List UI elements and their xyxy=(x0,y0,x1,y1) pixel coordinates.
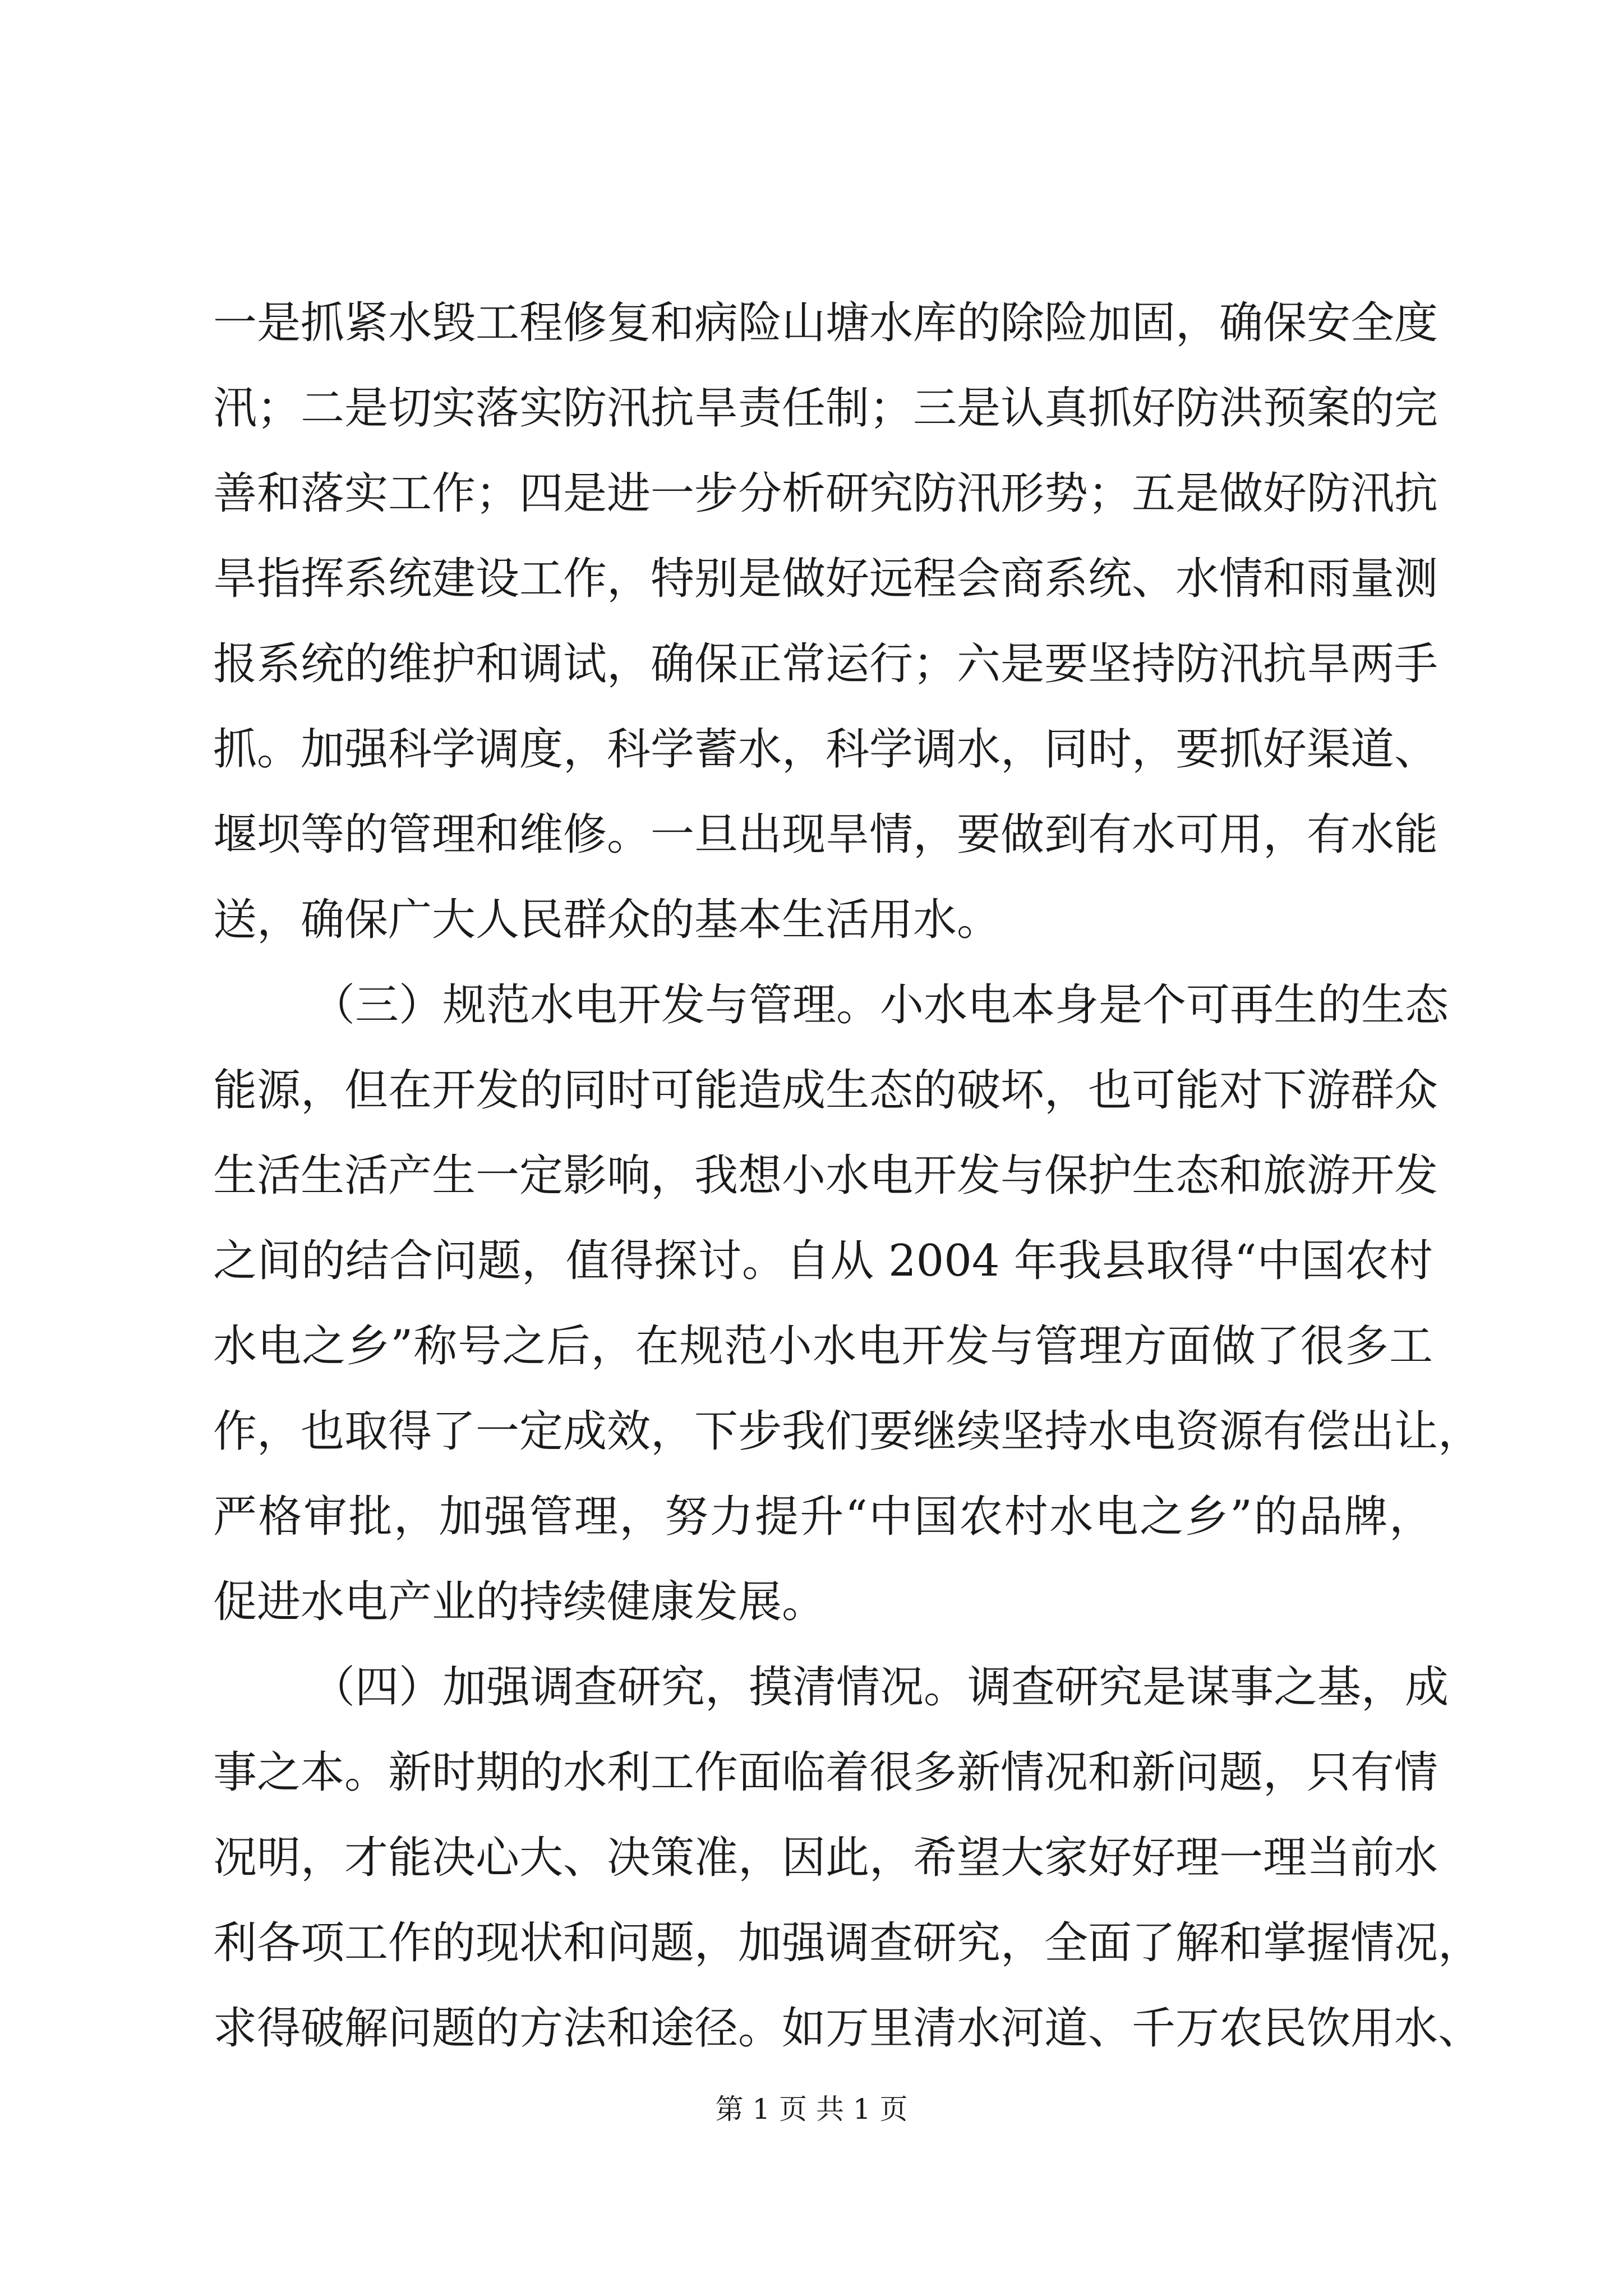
page-footer: 第 1 页 共 1 页 xyxy=(715,2093,908,2125)
paragraph-start-line: （四）加强调查研究，摸清情况。调查研究是谋事之基，成 xyxy=(311,1662,1449,1713)
text-line: 旱指挥系统建设工作，特别是做好远程会商系统、水情和雨量测 xyxy=(213,554,1438,604)
text-line: 报系统的维护和调试，确保正常运行；六是要坚持防汛抗旱两手 xyxy=(213,639,1438,689)
text-line: 堰坝等的管理和维修。一旦出现旱情，要做到有水可用，有水能 xyxy=(213,809,1438,860)
text-line: 抓。加强科学调度，科学蓄水，科学调水，同时，要抓好渠道、 xyxy=(213,724,1438,775)
text-line: 善和落实工作；四是进一步分析研究防汛形势；五是做好防汛抗 xyxy=(213,468,1438,519)
text-line: 利各项工作的现状和问题，加强调查研究，全面了解和掌握情况， xyxy=(213,1918,1482,1968)
text-line: 水电之乡”称号之后，在规范小水电开发与管理方面做了很多工 xyxy=(213,1321,1433,1372)
text-line: 求得破解问题的方法和途径。如万里清水河道、千万农民饮用水、 xyxy=(213,2003,1482,2054)
text-line: 一是抓紧水毁工程修复和病险山塘水库的除险加固，确保安全度 xyxy=(213,298,1438,348)
text-line: 汛；二是切实落实防汛抗旱责任制；三是认真抓好防洪预案的完 xyxy=(213,383,1438,434)
text-line: 生活生活产生一定影响，我想小水电开发与保护生态和旅游开发 xyxy=(213,1151,1438,1201)
text-line: 能源，但在开发的同时可能造成生态的破坏，也可能对下游群众 xyxy=(213,1065,1438,1116)
text-line: 促进水电产业的持续健康发展。 xyxy=(213,1577,826,1627)
text-line: 送，确保广大人民群众的基本生活用水。 xyxy=(213,895,1001,945)
text-line: 严格审批，加强管理，努力提升“中国农村水电之乡”的品牌， xyxy=(213,1492,1433,1542)
text-line: 之间的结合问题，值得探讨。自从 2004 年我县取得“中国农村 xyxy=(213,1236,1433,1286)
text-line: 作，也取得了一定成效，下步我们要继续坚持水电资源有偿出让， xyxy=(213,1406,1482,1457)
document-body xyxy=(213,280,1482,2071)
text-line: 况明，才能决心大、决策准，因此，希望大家好好理一理当前水 xyxy=(213,1833,1438,1883)
paragraph-start-line: （三）规范水电开发与管理。小水电本身是个可再生的生态 xyxy=(311,980,1449,1030)
text-line: 事之本。新时期的水利工作面临着很多新情况和新问题，只有情 xyxy=(213,1747,1438,1798)
